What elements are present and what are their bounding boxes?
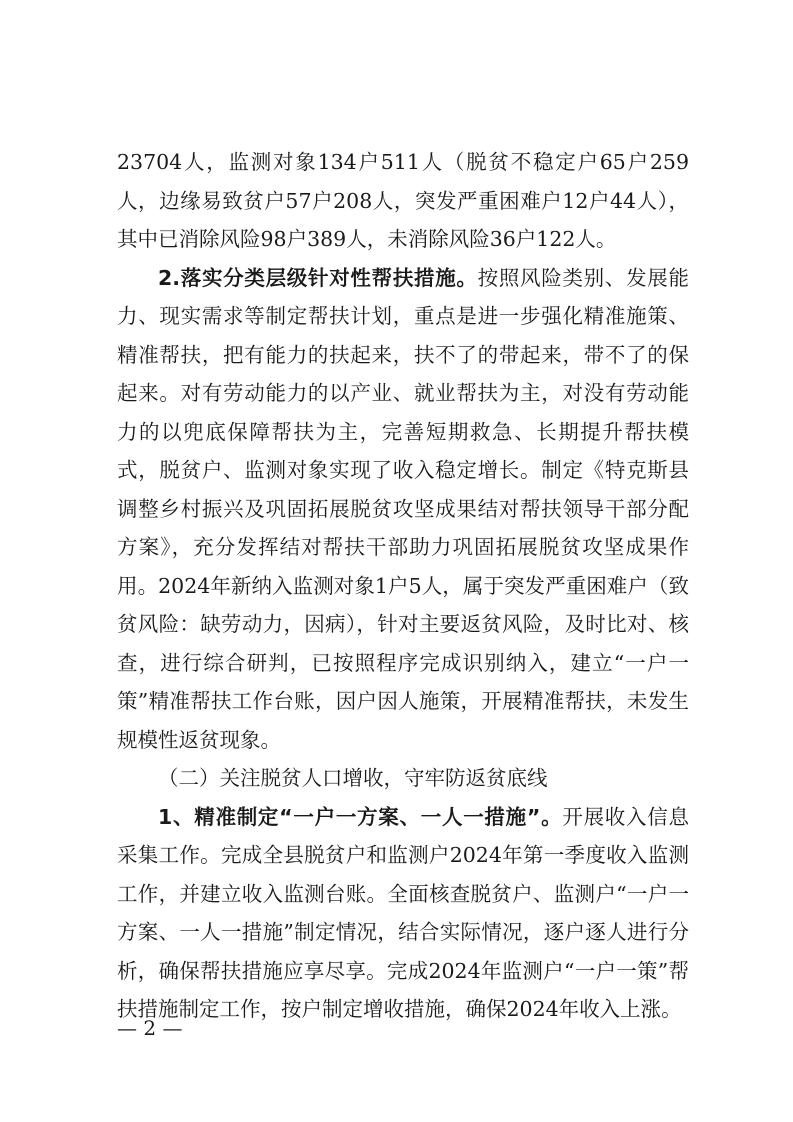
- page-number: — 2 —: [117, 1016, 183, 1040]
- paragraph-income-plan: [117, 798, 689, 1029]
- paragraph-monitoring-stats: [117, 143, 689, 259]
- paragraph-lead-heading: 2.落实分类层级针对性帮扶措施。: [158, 265, 478, 290]
- paragraph-lead-heading: 1、精准制定“一户一方案、一人一措施”。: [158, 804, 563, 829]
- section-heading: （二）关注脱贫人口增收，守牢防返贫底线: [158, 766, 548, 790]
- paragraph-text: 按照风险类别、发展能力、现实需求等制定帮扶计划，重点是进一步强化精准施策、精准帮扶，把有能力的扶起来，扶不了的带起来，带不了的保起来。对有劳动能力的以产业、就业帮扶为主，对没有劳动能力的以兜底保障帮扶为主，完善短期救急、长期提升帮扶模式，脱贫户、监测对象实现了收入稳定增长。制定《特克斯县调整乡村振兴及巩固拓展脱贫攻坚成果结对帮扶领导干部分配方案》，充分发挥结对帮扶干部助力巩固拓展脱贫攻坚成果作用。2024年新纳入监测对象1户5人，属于突发严重困难户（致贫风险：缺劳动力，因病），针对主要返贫风险，及时比对、核查，进行综合研判，已按照程序完成识别纳入，建立“一户一策”精准帮扶工作台账，因户因人施策，开展精准帮扶，未发生规模性返贫现象。: [117, 265, 689, 752]
- paragraph-targeted-assistance: [117, 259, 689, 760]
- body-text: [117, 143, 689, 1029]
- paragraph-text: 开展收入信息采集工作。完成全县脱贫户和监测户2024年第一季度收入监测工作，并建立收入监测台账。全面核查脱贫户、监测户“一户一方案、一人一措施”制定情况，结合实际情况，逐户逐人进行分析，确保帮扶措施应享尽享。完成2024年监测户“一户一策”帮扶措施制定工作，按户制定增收措施，确保2024年收入上涨。: [117, 804, 689, 1021]
- paragraph-text: 23704人，监测对象134户511人（脱贫不稳定户65户259人，边缘易致贫户57户208人，突发严重困难户12户44人），其中已消除风险98户389人，未消除风险36户122人。: [117, 150, 689, 251]
